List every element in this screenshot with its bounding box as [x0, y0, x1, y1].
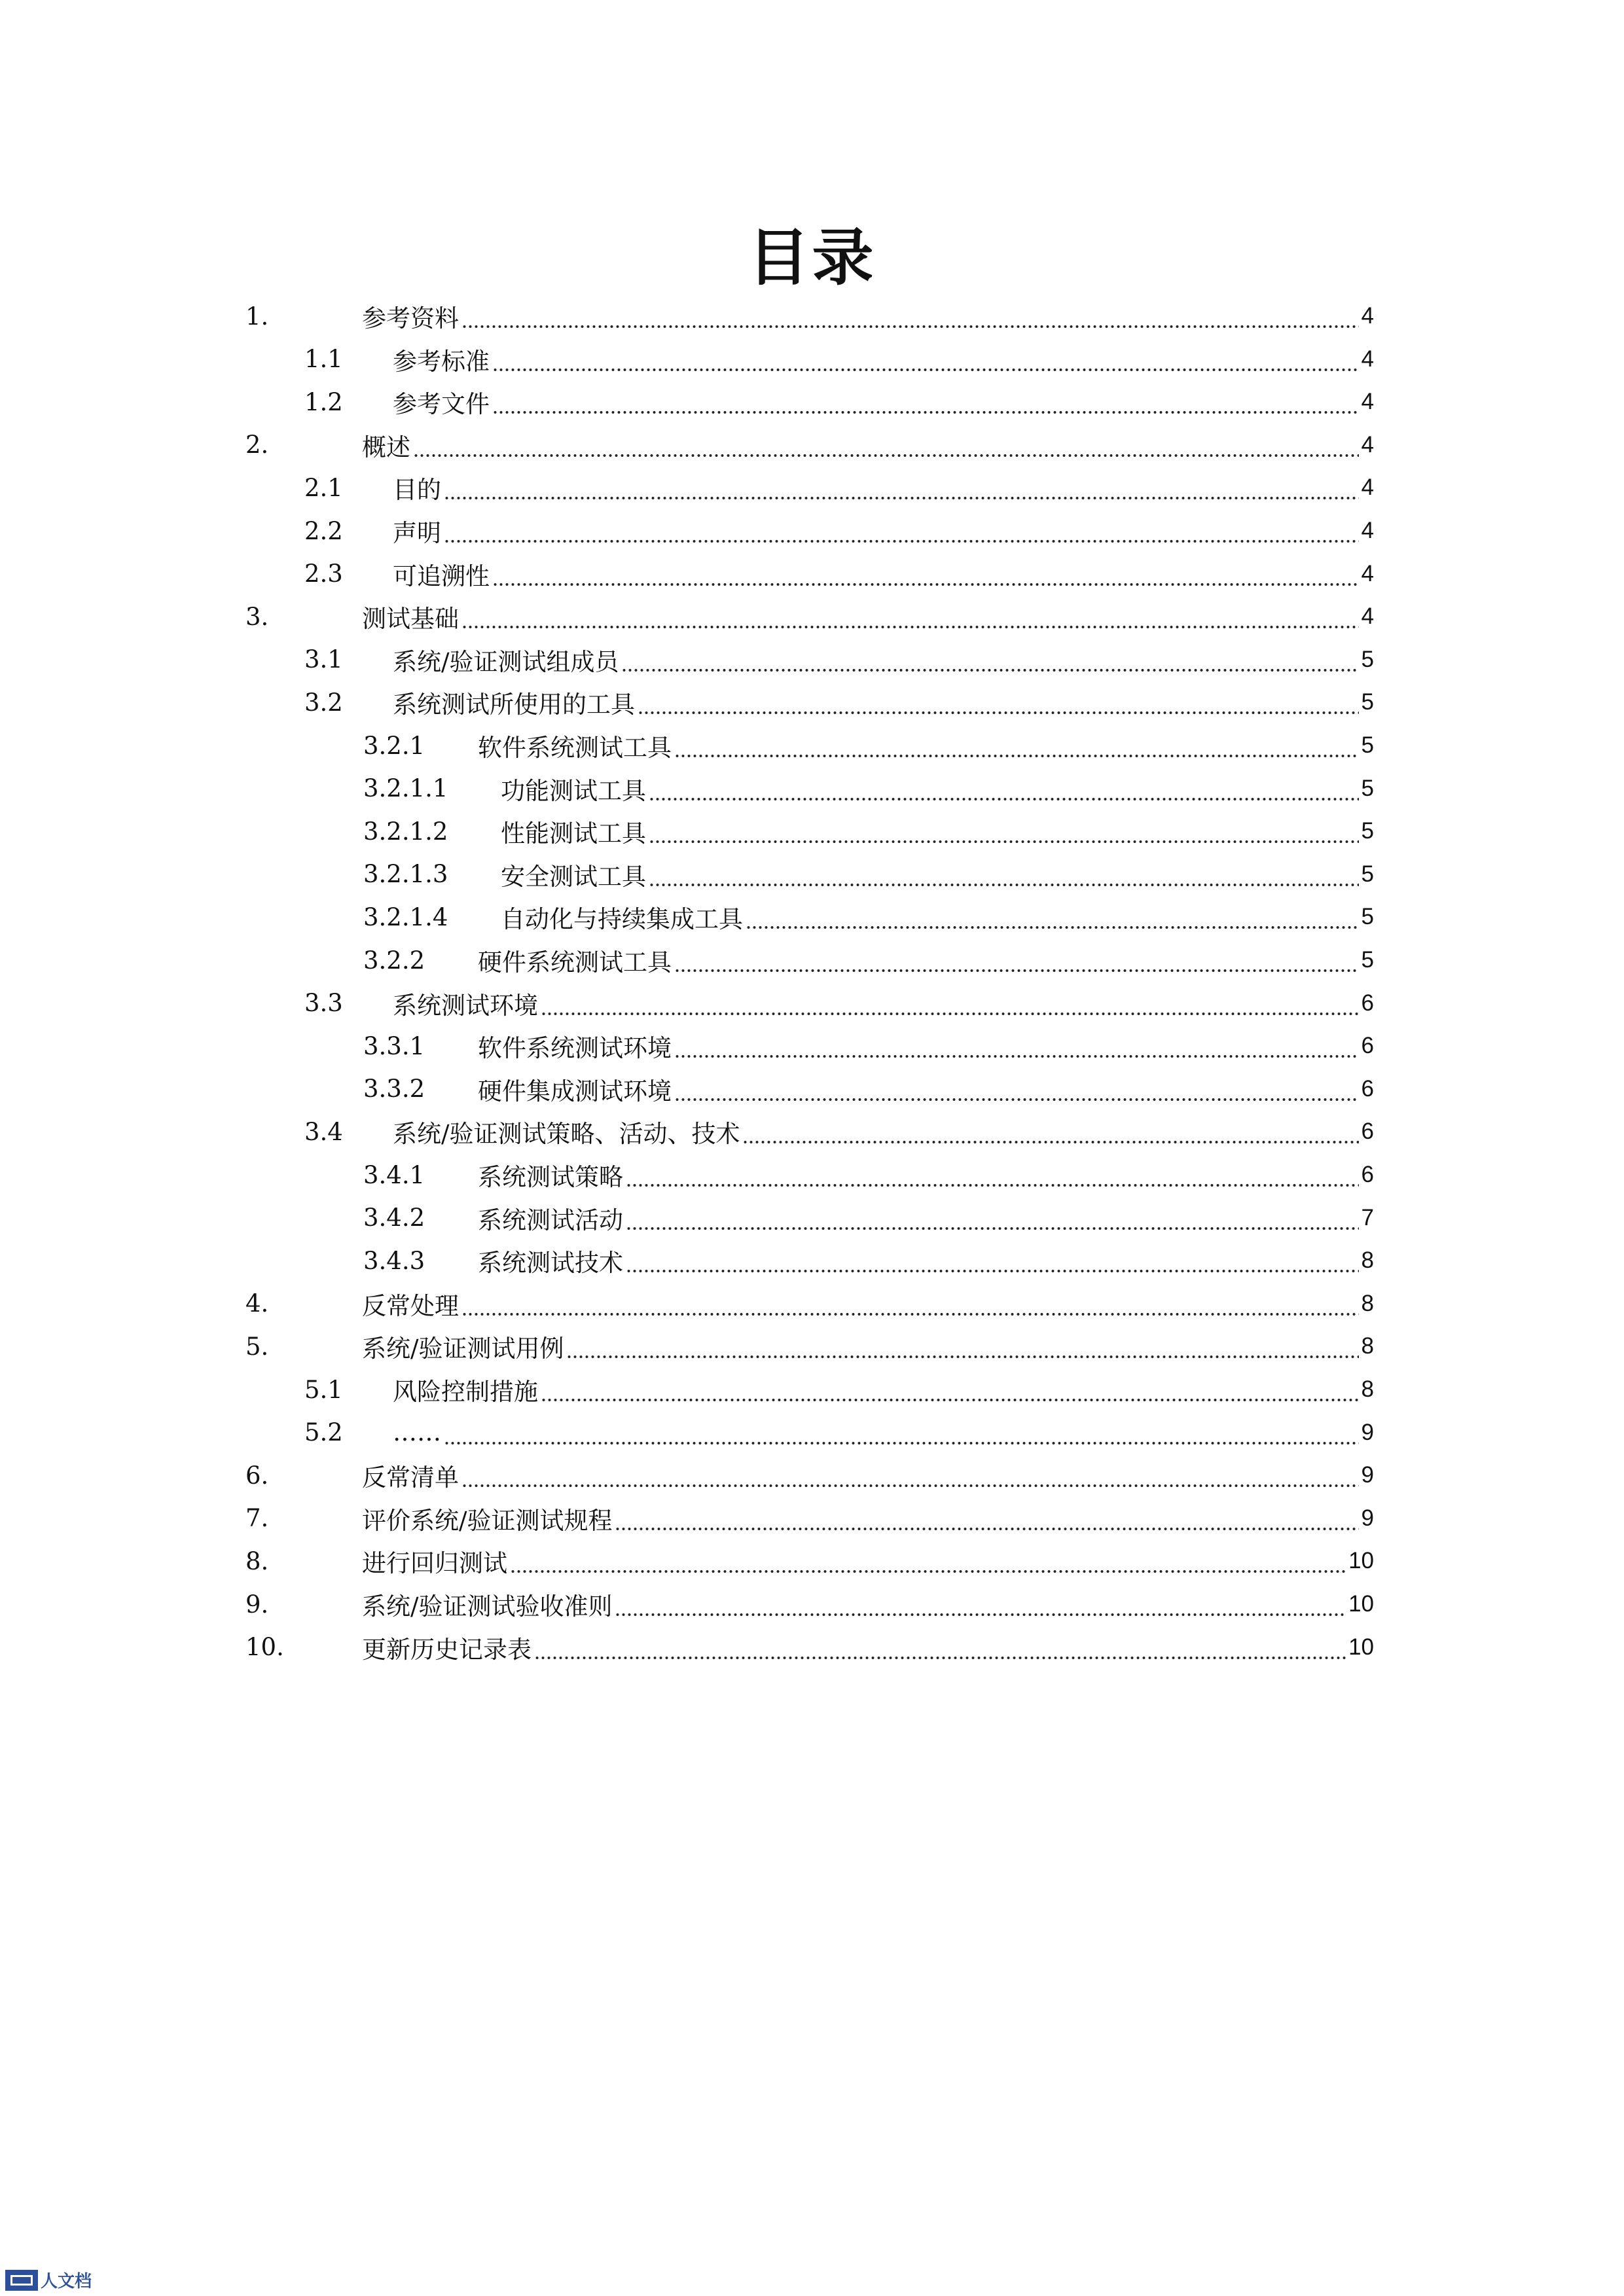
toc-leader-dots: [534, 1634, 1346, 1660]
toc-leader-dots: [621, 647, 1358, 673]
toc-entry-number: 3.2.1.3: [363, 860, 448, 889]
toc-entry-page: 10: [1348, 1634, 1374, 1660]
toc-entry-label: 功能测试工具: [501, 776, 646, 805]
toc-leader-dots: [746, 904, 1359, 930]
toc-leader-dots: [674, 947, 1359, 973]
toc-entry-number: 3.2.1.2: [363, 817, 448, 846]
toc-entry-label: 系统测试技术: [478, 1249, 623, 1278]
toc-entry-number: 2.3: [304, 560, 343, 588]
toc-entry-page: 4: [1361, 560, 1374, 586]
toc-entry-label: 硬件系统测试工具: [478, 948, 672, 977]
toc-entry-number: 3.4.1: [363, 1160, 425, 1189]
toc-entry-page: 6: [1361, 1162, 1374, 1187]
toc-leader-dots: [413, 432, 1359, 458]
toc-entry-label: 概述: [362, 433, 410, 461]
toc-leader-dots: [649, 818, 1359, 844]
toc-leader-dots: [492, 561, 1359, 587]
toc-entry-page: 8: [1361, 1247, 1374, 1274]
toc-entry-label: 系统/验证测试用例: [362, 1335, 564, 1363]
toc-entry-page: 9: [1361, 1462, 1374, 1488]
toc-leader-dots: [674, 1033, 1359, 1059]
toc-entry-page: 4: [1361, 346, 1374, 372]
toc-entry-page: 8: [1361, 1290, 1374, 1316]
toc-entry-page: 9: [1361, 1419, 1374, 1445]
toc-entry-number: 3.3.1: [363, 1031, 425, 1060]
toc-entry-label: 参考标准: [393, 347, 490, 376]
toc-entry-number: 3.4.2: [363, 1204, 425, 1232]
toc-leader-dots: [615, 1591, 1346, 1617]
toc-entry-page: 6: [1361, 1033, 1374, 1059]
toc-entry[interactable]: [245, 1325, 1374, 1368]
toc-entry-label: 系统测试环境: [393, 991, 538, 1020]
toc-entry-label: 可追溯性: [393, 562, 490, 590]
toc-entry[interactable]: [363, 939, 1374, 982]
toc-entry[interactable]: [363, 767, 1374, 810]
toc-entry-number: 6.: [245, 1461, 269, 1490]
toc-entry-label: 软件系统测试工具: [478, 734, 672, 762]
toc-entry-number: 5.2: [304, 1418, 343, 1447]
toc-leader-dots: [615, 1505, 1358, 1532]
toc-entry-number: 3.4: [304, 1117, 343, 1146]
toc-entry[interactable]: [245, 1497, 1374, 1540]
toc-entry-label: 系统/验证测试策略、活动、技术: [393, 1120, 740, 1149]
toc-entry[interactable]: [363, 1067, 1374, 1111]
toc-entry-page: 4: [1361, 518, 1374, 543]
toc-entry-label: 更新历史记录表: [362, 1635, 532, 1664]
toc-entry[interactable]: [304, 509, 1374, 552]
toc-entry-label: 参考资料: [362, 304, 459, 332]
toc-entry[interactable]: [363, 1196, 1374, 1240]
toc-entry-label: 安全测试工具: [501, 862, 646, 891]
toc-entry-label: 目的: [393, 476, 441, 505]
watermark-text: 人文档: [41, 2272, 92, 2291]
toc-entry[interactable]: [245, 1583, 1374, 1626]
toc-leader-dots: [626, 1162, 1359, 1188]
toc-entry-page: 6: [1361, 990, 1374, 1016]
toc-entry[interactable]: [304, 552, 1374, 596]
toc-entry-page: 10: [1348, 1591, 1374, 1617]
toc-entry[interactable]: [363, 1239, 1374, 1282]
toc-entry-page: 5: [1361, 904, 1374, 930]
toc-entry-number: 5.1: [304, 1375, 343, 1404]
toc-entry-number: 3.2.1.1: [363, 774, 448, 803]
toc-leader-dots: [649, 776, 1359, 802]
toc-entry-label: 系统/验证测试组成员: [393, 647, 619, 676]
toc-entry-label: 声明: [393, 519, 441, 547]
toc-entry[interactable]: [245, 1454, 1374, 1497]
toc-entry[interactable]: [245, 295, 1374, 338]
toc-entry-number: 2.2: [304, 516, 343, 545]
toc-entry-label: 风险控制措施: [393, 1378, 538, 1406]
toc-entry-page: 9: [1361, 1505, 1374, 1531]
toc-entry[interactable]: [304, 1411, 1374, 1454]
toc-entry-number: 3.1: [304, 645, 343, 674]
toc-entry-page: 5: [1361, 861, 1374, 887]
toc-entry-page: 5: [1361, 775, 1374, 801]
toc-leader-dots: [461, 1291, 1359, 1317]
toc-leader-dots: [649, 861, 1359, 888]
toc-entry-number: 2.: [245, 431, 269, 459]
toc-entry[interactable]: [304, 681, 1374, 724]
toc-leader-dots: [626, 1247, 1359, 1274]
toc-leader-dots: [566, 1333, 1358, 1359]
toc-entry-number: 1.2: [304, 387, 343, 416]
toc-entry-label: 进行回归测试: [362, 1549, 507, 1578]
toc-leader-dots: [541, 1376, 1359, 1403]
toc-entry-page: 8: [1361, 1333, 1374, 1359]
toc-leader-dots: [674, 732, 1359, 759]
toc-entry-number: 2.1: [304, 473, 343, 502]
toc-leader-dots: [492, 389, 1359, 415]
toc-entry-page: 5: [1361, 818, 1374, 844]
toc-entry[interactable]: [304, 338, 1374, 381]
toc-entry-page: 5: [1361, 732, 1374, 758]
toc-entry-number: 4.: [245, 1289, 269, 1318]
toc-entry-label: 系统/验证测试验收准则: [362, 1592, 613, 1621]
toc-leader-dots: [674, 1076, 1359, 1102]
toc-entry-label: ……: [393, 1418, 441, 1447]
toc-entry-number: 10.: [245, 1633, 284, 1662]
toc-leader-dots: [461, 303, 1359, 329]
toc-entry[interactable]: [363, 895, 1374, 939]
toc-entry-page: 6: [1361, 1119, 1374, 1145]
toc-entry-page: 4: [1361, 303, 1374, 329]
toc-entry-number: 1.1: [304, 345, 343, 374]
toc-entry-page: 5: [1361, 689, 1374, 715]
toc-entry[interactable]: [245, 423, 1374, 467]
toc-leader-dots: [541, 990, 1359, 1016]
toc-entry-page: 4: [1361, 603, 1374, 630]
toc-entry-page: 5: [1361, 646, 1374, 672]
toc-entry-number: 3.3: [304, 989, 343, 1018]
toc-entry[interactable]: [363, 1024, 1374, 1067]
toc-entry-number: 3.2.1: [363, 731, 425, 760]
toc-leader-dots: [461, 1462, 1359, 1488]
toc-entry-page: 5: [1361, 947, 1374, 973]
toc-entry-page: 4: [1361, 389, 1374, 415]
toc-entry-page: 4: [1361, 431, 1374, 457]
toc-entry-number: 3.2.1.4: [363, 903, 448, 931]
toc-entry-number: 3.2: [304, 688, 343, 717]
toc-leader-dots: [492, 346, 1359, 372]
toc-entry-label: 硬件集成测试环境: [478, 1077, 672, 1105]
toc-entry[interactable]: [304, 638, 1374, 681]
toc-title: 目录: [748, 223, 876, 294]
toc-entry-label: 自动化与持续集成工具: [501, 905, 743, 934]
toc-leader-dots: [444, 518, 1359, 544]
toc-entry-label: 性能测试工具: [501, 819, 646, 848]
toc-entry-page: 4: [1361, 475, 1374, 501]
toc-entry-number: 3.3.2: [363, 1075, 425, 1103]
toc-entry[interactable]: [304, 1368, 1374, 1411]
watermark-logo-icon: [5, 2270, 38, 2291]
toc-entry-label: 反常清单: [362, 1463, 459, 1492]
toc-entry[interactable]: [304, 982, 1374, 1025]
watermark: [5, 2268, 92, 2292]
toc-entry[interactable]: [363, 1153, 1374, 1196]
toc-entry-page: 7: [1361, 1204, 1374, 1230]
toc-entry-number: 3.: [245, 602, 269, 631]
toc-leader-dots: [510, 1548, 1346, 1574]
toc-entry-label: 评价系统/验证测试规程: [362, 1506, 613, 1535]
toc-entry-label: 参考文件: [393, 390, 490, 419]
toc-entry[interactable]: [304, 380, 1374, 423]
toc-entry-page: 8: [1361, 1376, 1374, 1402]
toc-leader-dots: [638, 689, 1359, 715]
toc-entry[interactable]: [363, 853, 1374, 896]
toc-entry[interactable]: [245, 595, 1374, 638]
toc-entry[interactable]: [363, 724, 1374, 767]
toc-leader-dots: [626, 1205, 1359, 1231]
toc-entry-number: 1.: [245, 302, 269, 331]
toc-entry[interactable]: [304, 1110, 1374, 1153]
toc-leader-dots: [461, 603, 1359, 630]
toc-entry-page: 6: [1361, 1075, 1374, 1102]
toc-entry-label: 软件系统测试环境: [478, 1034, 672, 1063]
toc-entry-number: 9.: [245, 1590, 269, 1619]
toc-entry-label: 系统测试策略: [478, 1163, 623, 1191]
toc-entry-number: 7.: [245, 1504, 269, 1533]
toc-entry-number: 5.: [245, 1332, 269, 1361]
toc-entry-label: 系统测试活动: [478, 1206, 623, 1234]
toc-entry[interactable]: [363, 810, 1374, 853]
toc-entry-number: 3.4.3: [363, 1246, 425, 1275]
toc-entry[interactable]: [245, 1282, 1374, 1325]
toc-entry[interactable]: [245, 1539, 1374, 1583]
toc-entry-label: 测试基础: [362, 605, 459, 634]
toc-entry[interactable]: [304, 466, 1374, 509]
toc-leader-dots: [444, 475, 1359, 501]
toc-entry-label: 反常处理: [362, 1291, 459, 1320]
toc-entry[interactable]: [245, 1626, 1374, 1669]
toc-leader-dots: [444, 1420, 1359, 1446]
toc-entry-label: 系统测试所使用的工具: [393, 691, 635, 719]
toc-entry-number: 8.: [245, 1547, 269, 1575]
toc-entry-page: 10: [1348, 1548, 1374, 1574]
toc-leader-dots: [742, 1119, 1358, 1145]
toc-entry-number: 3.2.2: [363, 946, 425, 975]
